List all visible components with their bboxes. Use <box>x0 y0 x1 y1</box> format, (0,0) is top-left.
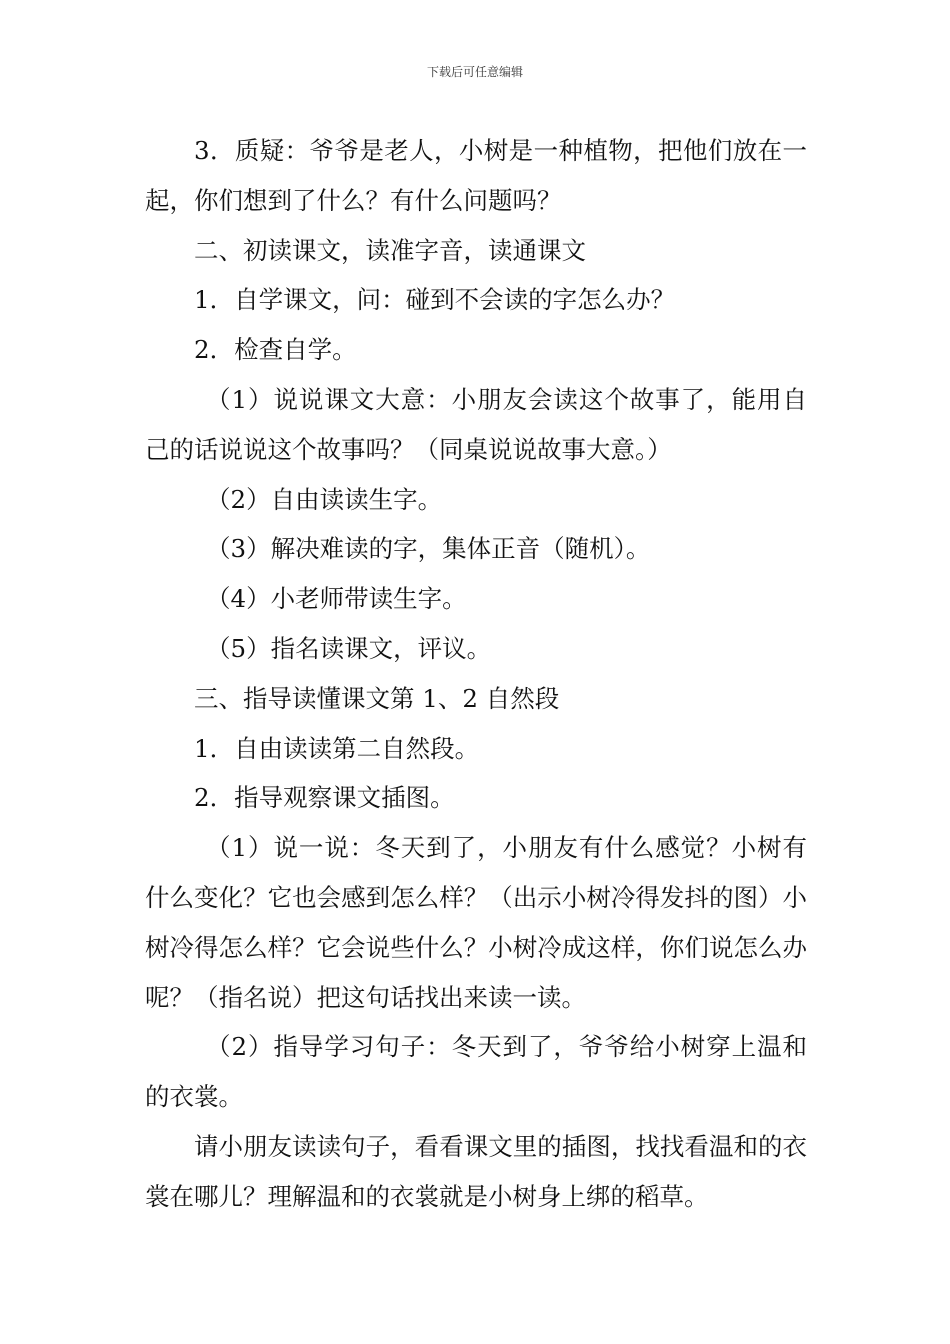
paragraph-observe: 2．指导观察课文插图。 <box>194 783 455 813</box>
paragraph-observe-item-1: （1）说一说：冬天到了，小朋友有什么感觉？小树有什么变化？它也会感到怎么样？（出示小树冷得发抖的图）小树冷得怎么样？它会说些什么？小树冷成这样，你们说怎么办呢？（指名说）把这句话找出来读一读。 <box>145 833 807 1012</box>
paragraph-item-2: （2）自由读读生字。 <box>206 484 443 514</box>
document-body <box>145 126 807 1222</box>
paragraph-item-4: （4）小老师带读生字。 <box>206 584 467 614</box>
paragraph-item-1: （1）说说课文大意：小朋友会读这个故事了，能用自己的话说说这个故事吗？（同桌说说故事大意。） <box>145 384 807 464</box>
paragraph-free-reading: 1．自由读读第二自然段。 <box>194 733 480 763</box>
page-header: 下载后可任意编辑 <box>426 65 523 79</box>
section-heading-2: 二、初读课文，读准字音，读通课文 <box>194 235 586 265</box>
paragraph-question: 3．质疑：爷爷是老人，小树是一种植物，把他们放在一起，你们想到了什么？有什么问题吗？ <box>145 136 807 215</box>
section-heading-3: 三、指导读懂课文第 1、2 自然段 <box>194 683 560 713</box>
paragraph-item-3: （3）解决难读的字，集体正音（随机）。 <box>206 534 651 564</box>
paragraph-self-study: 1．自学课文，问：碰到不会读的字怎么办？ <box>194 285 676 315</box>
paragraph-item-5: （5）指名读课文，评议。 <box>206 633 492 663</box>
paragraph-observe-item-2: （2）指导学习句子：冬天到了，爷爷给小树穿上温和的衣裳。 <box>145 1032 807 1112</box>
paragraph-final: 请小朋友读读句子，看看课文里的插图，找找看温和的衣裳在哪儿？理解温和的衣裳就是小树身上绑的稻草。 <box>145 1131 807 1211</box>
paragraph-check: 2．检查自学。 <box>194 335 357 365</box>
